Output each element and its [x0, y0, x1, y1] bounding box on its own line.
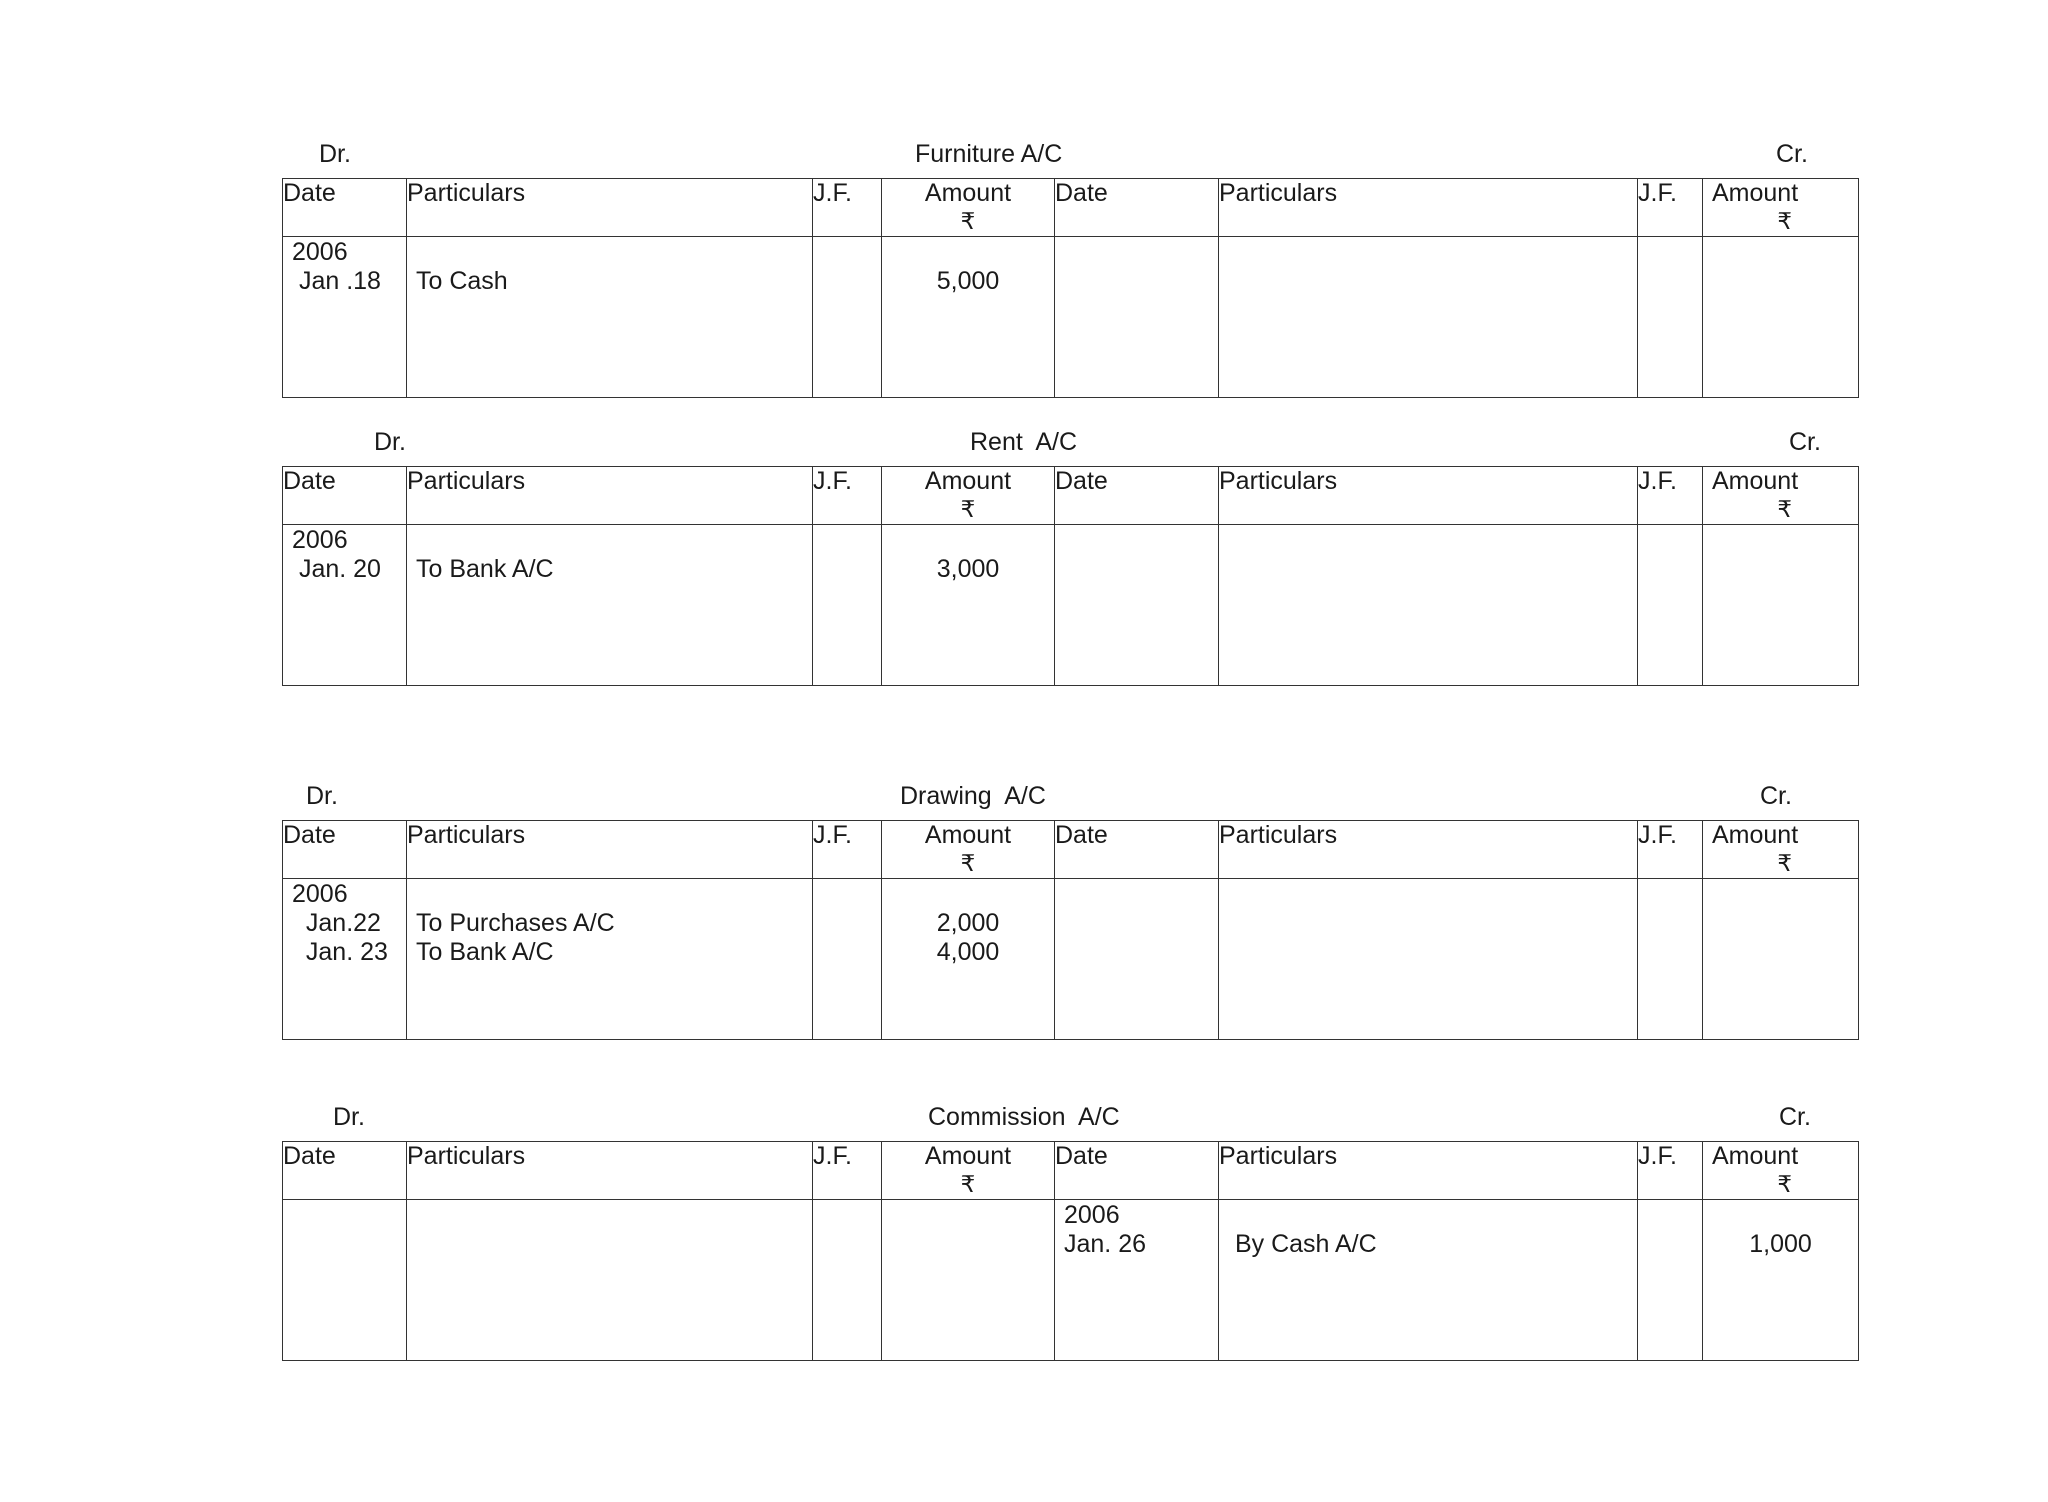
credit-particulars-header: Particulars [1219, 1142, 1638, 1200]
credit-particulars-cell [1219, 879, 1638, 1040]
debit-date-cell-line: 2006 [292, 238, 348, 266]
debit-jf-header: J.F. [813, 1142, 882, 1200]
debit-amount-header [882, 1142, 1055, 1200]
credit-date-header: Date [1055, 1142, 1219, 1200]
debit-jf-cell [813, 237, 882, 398]
credit-amount-cell [1703, 1200, 1859, 1361]
debit-amount-cell [882, 525, 1055, 686]
credit-jf-header: J.F. [1638, 179, 1703, 237]
debit-amount-cell-line: 3,000 [936, 555, 1000, 583]
ledger-furniture [282, 138, 1858, 398]
amount-label: Amount [924, 179, 1012, 207]
debit-particulars-cell-line: To Bank A/C [416, 938, 554, 966]
debit-particulars-cell [407, 525, 813, 686]
ledger-title: Rent A/C [970, 428, 1077, 456]
debit-amount-cell-line: 5,000 [936, 267, 1000, 295]
ledger-heading [282, 138, 1858, 178]
debit-particulars-cell [407, 879, 813, 1040]
ledger-title: Commission A/C [928, 1103, 1120, 1131]
debit-date-header: Date [283, 821, 407, 879]
credit-date-cell-line: Jan. 26 [1064, 1230, 1147, 1258]
ledger-title: Furniture A/C [915, 140, 1063, 168]
debit-particulars-cell-line [416, 526, 812, 555]
debit-particulars-cell [407, 1200, 813, 1361]
rupee-symbol: ₹ [1777, 850, 1792, 876]
rupee-symbol: ₹ [960, 208, 976, 234]
credit-particulars-cell [1219, 237, 1638, 398]
debit-particulars-cell-line: To Bank A/C [416, 555, 554, 583]
credit-jf-header: J.F. [1638, 821, 1703, 879]
ledger-commission [282, 1101, 1858, 1361]
debit-particulars-cell [407, 237, 813, 398]
header-row [283, 1142, 1859, 1200]
ledger-table [282, 1141, 1859, 1361]
entry-row [283, 237, 1859, 398]
credit-particulars-cell [1219, 1200, 1638, 1361]
credit-date-cell [1055, 879, 1219, 1040]
amount-label: Amount [1712, 1142, 1799, 1170]
amount-label: Amount [1712, 467, 1799, 495]
debit-date-cell [283, 1200, 407, 1361]
debit-particulars-header: Particulars [407, 821, 813, 879]
debit-date-cell-line: Jan. 23 [292, 938, 388, 966]
entry-row [283, 879, 1859, 1040]
cr-label: Cr. [1789, 428, 1821, 456]
dr-label: Dr. [319, 140, 351, 168]
debit-amount-cell [882, 1200, 1055, 1361]
debit-amount-header [882, 467, 1055, 525]
debit-date-header: Date [283, 179, 407, 237]
debit-date-header: Date [283, 1142, 407, 1200]
credit-jf-cell [1638, 237, 1703, 398]
credit-date-cell-line: 2006 [1064, 1201, 1120, 1229]
ledger-drawing [282, 780, 1858, 1040]
credit-date-cell [1055, 525, 1219, 686]
credit-jf-header: J.F. [1638, 467, 1703, 525]
debit-jf-header: J.F. [813, 467, 882, 525]
debit-amount-cell [882, 879, 1055, 1040]
credit-jf-cell [1638, 525, 1703, 686]
debit-jf-header: J.F. [813, 821, 882, 879]
ledger-table [282, 466, 1859, 686]
ledger-table [282, 178, 1859, 398]
credit-amount-header [1703, 821, 1859, 879]
debit-particulars-header: Particulars [407, 467, 813, 525]
amount-label: Amount [924, 467, 1012, 495]
debit-jf-header: J.F. [813, 179, 882, 237]
header-row [283, 821, 1859, 879]
credit-particulars-cell-line [1228, 1201, 1637, 1230]
debit-amount-header [882, 821, 1055, 879]
debit-date-cell [283, 237, 407, 398]
rupee-symbol: ₹ [1777, 208, 1792, 234]
ledger-heading [282, 780, 1858, 820]
credit-amount-cell [1703, 525, 1859, 686]
ledger-table [282, 820, 1859, 1040]
amount-label: Amount [1712, 179, 1799, 207]
cr-label: Cr. [1776, 140, 1808, 168]
debit-particulars-header: Particulars [407, 1142, 813, 1200]
dr-label: Dr. [374, 428, 406, 456]
debit-jf-cell [813, 879, 882, 1040]
credit-amount-header [1703, 1142, 1859, 1200]
credit-jf-cell [1638, 1200, 1703, 1361]
credit-particulars-header: Particulars [1219, 821, 1638, 879]
debit-jf-cell [813, 1200, 882, 1361]
credit-jf-cell [1638, 879, 1703, 1040]
debit-date-cell-line: Jan.22 [292, 909, 381, 937]
amount-label: Amount [924, 821, 1012, 849]
credit-particulars-cell-line: By Cash A/C [1228, 1230, 1377, 1258]
ledger-heading [282, 1101, 1858, 1141]
credit-date-header: Date [1055, 821, 1219, 879]
debit-particulars-cell-line: To Purchases A/C [416, 909, 615, 937]
credit-date-cell [1055, 237, 1219, 398]
debit-amount-header [882, 179, 1055, 237]
credit-particulars-cell [1219, 525, 1638, 686]
debit-amount-cell [882, 237, 1055, 398]
cr-label: Cr. [1760, 782, 1792, 810]
entry-row [283, 1200, 1859, 1361]
credit-jf-header: J.F. [1638, 1142, 1703, 1200]
debit-particulars-cell-line: To Cash [416, 267, 508, 295]
credit-amount-header [1703, 467, 1859, 525]
debit-amount-cell-line: 4,000 [936, 938, 1000, 966]
credit-particulars-header: Particulars [1219, 467, 1638, 525]
credit-date-cell [1055, 1200, 1219, 1361]
rupee-symbol: ₹ [1777, 1171, 1792, 1197]
header-row [283, 467, 1859, 525]
debit-particulars-cell-line [416, 880, 812, 909]
credit-amount-cell [1703, 237, 1859, 398]
ledger-title: Drawing A/C [900, 782, 1046, 810]
credit-amount-header [1703, 179, 1859, 237]
debit-date-cell [283, 879, 407, 1040]
rupee-symbol: ₹ [960, 850, 976, 876]
cr-label: Cr. [1779, 1103, 1811, 1131]
debit-date-cell-line: 2006 [292, 526, 348, 554]
credit-date-header: Date [1055, 467, 1219, 525]
debit-particulars-header: Particulars [407, 179, 813, 237]
rupee-symbol: ₹ [960, 1171, 976, 1197]
debit-date-cell-line: Jan. 20 [292, 555, 381, 583]
credit-amount-cell-line: 1,000 [1749, 1230, 1812, 1258]
ledger-heading [282, 426, 1858, 466]
amount-label: Amount [1712, 821, 1799, 849]
credit-particulars-header: Particulars [1219, 179, 1638, 237]
debit-amount-cell-line: 2,000 [936, 909, 1000, 937]
dr-label: Dr. [333, 1103, 365, 1131]
rupee-symbol: ₹ [1777, 496, 1792, 522]
debit-jf-cell [813, 525, 882, 686]
debit-date-header: Date [283, 467, 407, 525]
amount-label: Amount [924, 1142, 1012, 1170]
debit-particulars-cell-line [416, 238, 812, 267]
credit-date-header: Date [1055, 179, 1219, 237]
debit-date-cell-line: Jan .18 [292, 267, 381, 295]
rupee-symbol: ₹ [960, 496, 976, 522]
header-row [283, 179, 1859, 237]
credit-amount-cell [1703, 879, 1859, 1040]
debit-date-cell-line: 2006 [292, 880, 348, 908]
debit-date-cell [283, 525, 407, 686]
dr-label: Dr. [306, 782, 338, 810]
ledger-rent [282, 426, 1858, 686]
entry-row [283, 525, 1859, 686]
